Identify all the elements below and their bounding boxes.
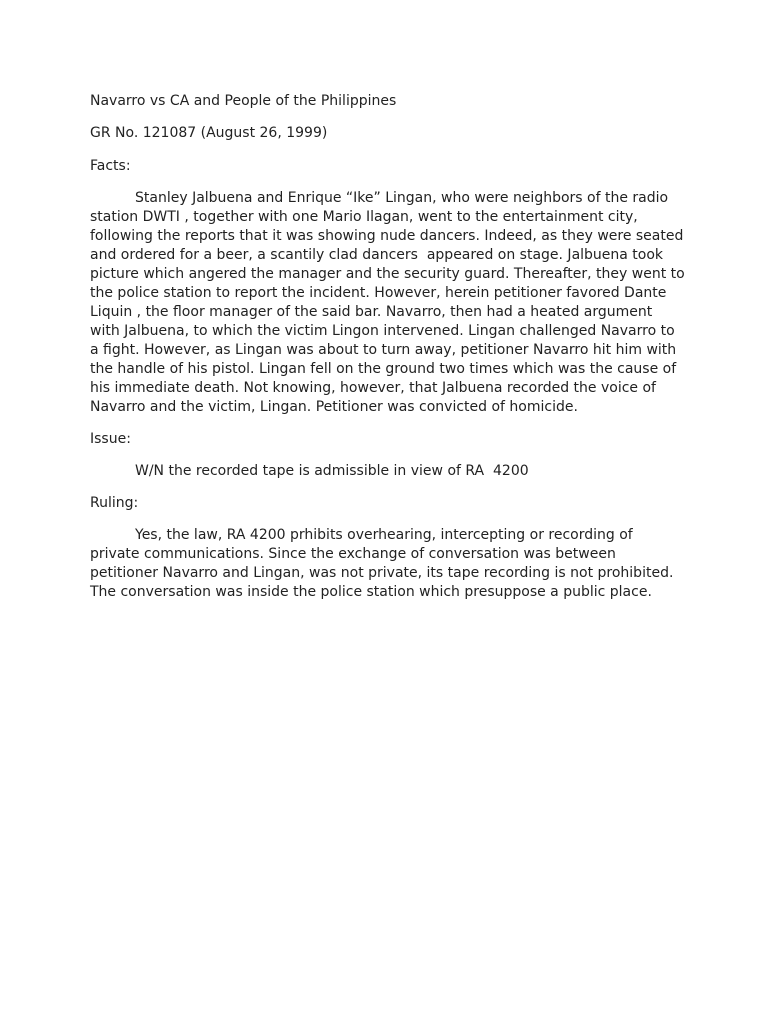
facts-paragraph: [90, 189, 685, 417]
facts-line: Stanley Jalbuena and Enrique “Ike” Lingan, who were neighbors of the radio: [135, 190, 669, 206]
facts-line: a fight. However, as Lingan was about to turn away, petitioner Navarro hit him with: [90, 342, 677, 358]
facts-line: following the reports that it was showing nude dancers. Indeed, as they were seated: [90, 228, 684, 244]
case-number-line: GR No. 121087 (August 26, 1999): [90, 125, 328, 141]
ruling-line: The conversation was inside the police station which presuppose a public place.: [90, 584, 652, 600]
ruling-line: private communications. Since the exchange of conversation was between: [90, 546, 616, 562]
ruling-paragraph: [90, 526, 678, 602]
ruling-line: Yes, the law, RA 4200 prhibits overhearing, intercepting or recording of: [135, 527, 633, 543]
facts-line: the handle of his pistol. Lingan fell on the ground two times which was the cause of: [90, 361, 677, 377]
facts-line: Liquin , the floor manager of the said bar. Navarro, then had a heated argument: [90, 304, 653, 320]
document-title: Navarro vs CA and People of the Philippines: [90, 93, 397, 109]
facts-line: his immediate death. Not knowing, however, that Jalbuena recorded the voice of: [90, 380, 656, 396]
ruling-heading: Ruling:: [90, 495, 139, 511]
facts-heading: Facts:: [90, 158, 131, 174]
facts-line: picture which angered the manager and the security guard. Thereafter, they went to: [90, 266, 685, 282]
facts-line: the police station to report the incident. However, herein petitioner favored Dante: [90, 285, 667, 301]
facts-line: and ordered for a beer, a scantily clad dancers appeared on stage. Jalbuena took: [90, 247, 664, 263]
facts-line: Navarro and the victim, Lingan. Petitioner was convicted of homicide.: [90, 399, 578, 415]
issue-text: W/N the recorded tape is admissible in view of RA 4200: [135, 463, 529, 479]
ruling-line: petitioner Navarro and Lingan, was not private, its tape recording is not prohibited.: [90, 565, 674, 581]
issue-heading: Issue:: [90, 431, 131, 447]
facts-line: with Jalbuena, to which the victim Lingon intervened. Lingan challenged Navarro to: [90, 323, 675, 339]
facts-line: station DWTI , together with one Mario Ilagan, went to the entertainment city,: [90, 209, 638, 225]
